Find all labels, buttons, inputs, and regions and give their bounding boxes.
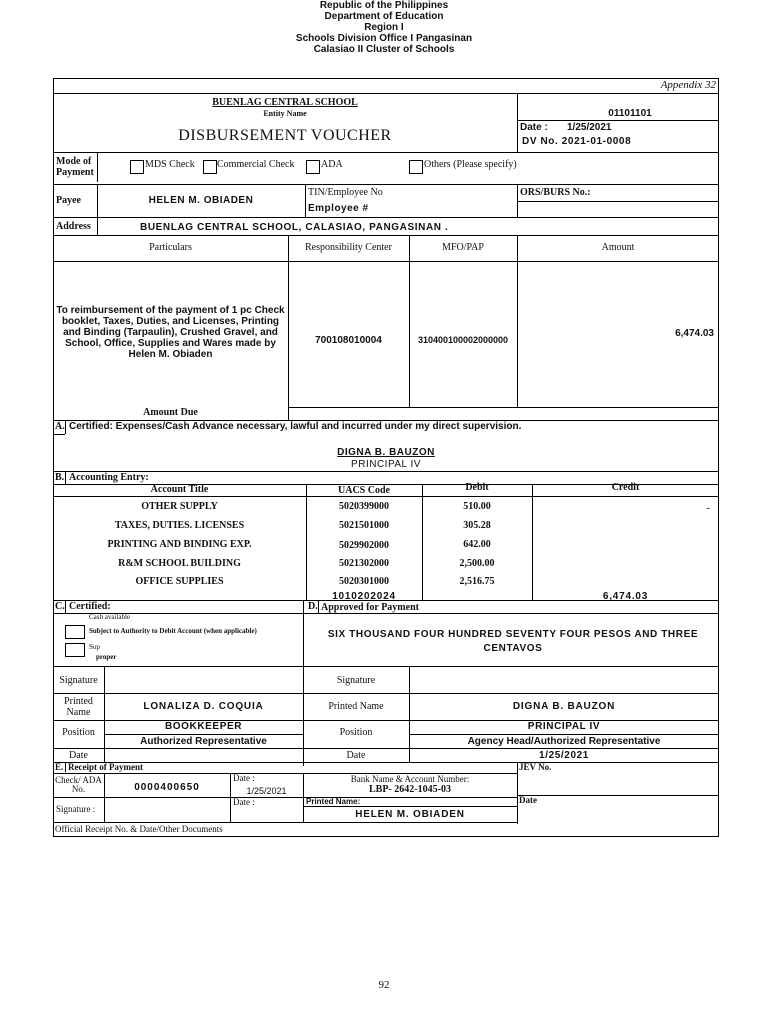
printed-name-label-left: Printed Name bbox=[64, 696, 93, 718]
receipt-date2-label: Date : bbox=[233, 797, 255, 807]
approver-role: Agency Head/Authorized Representative bbox=[467, 736, 661, 747]
approver-name: DIGNA B. BAUZON bbox=[512, 701, 616, 712]
header-line-1: Republic of the Philippines bbox=[319, 0, 449, 11]
responsibility-center: 700108010004 bbox=[315, 335, 382, 346]
voucher-title: DISBURSEMENT VOUCHER bbox=[178, 127, 392, 144]
debit-header: Debit bbox=[465, 482, 489, 493]
uacs-header: UACS Code bbox=[338, 485, 390, 496]
table-row-code: 5021302000 bbox=[339, 558, 389, 569]
cash-available-label: Cash available bbox=[89, 613, 131, 621]
cash-account-code: 1010202024 bbox=[332, 591, 396, 602]
fund-cluster: 01101101 bbox=[608, 108, 652, 119]
table-row-title: TAXES, DUTIES. LICENSES bbox=[114, 520, 245, 531]
address-value: BUENLAG CENTRAL SCHOOL, CALASIAO, PANGASINAN . bbox=[140, 222, 449, 233]
bookkeeper-position: BOOKKEEPER bbox=[164, 721, 243, 732]
section-e-letter: E. bbox=[55, 762, 64, 772]
bookkeeper-name: LONALIZA D. COQUIA bbox=[143, 701, 264, 712]
table-row-code: 5020399000 bbox=[339, 501, 389, 512]
position-label-right: Position bbox=[339, 727, 373, 738]
document-header bbox=[0, 0, 768, 55]
tin-label: TIN/Employee No bbox=[308, 187, 383, 198]
page-number: 92 bbox=[378, 979, 390, 991]
payee-label: Payee bbox=[56, 195, 81, 206]
check-ada-label: Check/ ADA No. bbox=[55, 776, 102, 794]
supporting-docs-box[interactable] bbox=[65, 643, 85, 657]
section-c-letter: C. bbox=[55, 601, 65, 612]
dv-number: DV No. 2021-01-0008 bbox=[522, 136, 632, 147]
table-row-title: PRINTING AND BINDING EXP. bbox=[107, 539, 252, 550]
signature-label-right: Signature bbox=[336, 675, 376, 686]
signature-label-left: Signature bbox=[59, 675, 98, 686]
table-row-title: OTHER SUPPLY bbox=[141, 501, 218, 512]
credit-dash: - bbox=[706, 502, 710, 514]
proper-label: proper bbox=[96, 653, 117, 661]
amount-due-label: Amount Due bbox=[143, 407, 198, 418]
receipt-printed-name: HELEN M. OBIADEN bbox=[355, 809, 465, 820]
header-line-5: Calasiao II Cluster of Schools bbox=[313, 44, 455, 55]
position-label-left: Position bbox=[62, 727, 95, 738]
ada-check-box[interactable] bbox=[306, 160, 320, 174]
date-label: Date : bbox=[520, 122, 548, 133]
table-row-title: R&M SCHOOL BUILDING bbox=[118, 558, 241, 569]
cash-credit-amount: 6,474.03 bbox=[602, 591, 649, 602]
receipt-signature-label: Signature : bbox=[56, 804, 96, 814]
mfo-header: MFO/PAP bbox=[442, 242, 484, 253]
commercial-check-label: Commercial Check bbox=[217, 159, 295, 170]
table-row-code: 5021501000 bbox=[339, 520, 389, 531]
printed-name-label-right: Printed Name bbox=[328, 701, 384, 712]
check-number: 0000400650 bbox=[134, 782, 200, 793]
receipt-date: 1/25/2021 bbox=[246, 786, 287, 796]
account-title-header: Account Title bbox=[150, 484, 209, 495]
supporting-label: Sup bbox=[89, 643, 100, 651]
mfo-pap: 310400100002000000 bbox=[417, 335, 509, 345]
section-b-label: Accounting Entry: bbox=[69, 472, 149, 483]
amount-value: 6,474.03 bbox=[675, 328, 714, 339]
voucher-date: 1/25/2021 bbox=[567, 122, 612, 133]
appendix-label: Appendix 32 bbox=[660, 79, 716, 91]
jev-date-label: Date bbox=[519, 795, 537, 805]
table-row-title: OFFICE SUPPLIES bbox=[135, 576, 224, 587]
table-row-debit: 305.28 bbox=[463, 520, 491, 531]
bank-account: LBP- 2642-1045-03 bbox=[369, 784, 451, 795]
others-label: Others (Please specify) bbox=[424, 159, 517, 170]
employee-number: Employee # bbox=[308, 203, 369, 214]
section-e-label: Receipt of Payment bbox=[68, 762, 143, 772]
cash-available-box[interactable] bbox=[65, 625, 85, 639]
receipt-printed-label: Printed Name: bbox=[306, 797, 361, 806]
header-line-4: Schools Division Office I Pangasinan bbox=[295, 33, 473, 44]
commercial-check-box[interactable] bbox=[203, 160, 217, 174]
section-a-text: Certified: Expenses/Cash Advance necessary, lawful and incurred under my direct supervision. bbox=[69, 421, 522, 432]
section-a-position: PRINCIPAL IV bbox=[351, 459, 421, 470]
header-line-3: Region I bbox=[364, 22, 404, 33]
payee-name: HELEN M. OBIADEN bbox=[148, 195, 254, 206]
bank-label: Bank Name & Account Number: bbox=[350, 774, 470, 784]
amount-in-words: SIX THOUSAND FOUR HUNDRED SEVENTY FOUR PESOS AND THREE CENTAVOS bbox=[327, 629, 699, 654]
credit-header: Credit bbox=[611, 482, 640, 493]
table-row-debit: 2,500.00 bbox=[459, 558, 495, 569]
subject-authority-label: Subject to Authority to Debit Account (when applicable) bbox=[89, 627, 257, 635]
jev-label: JEV No. bbox=[519, 762, 552, 772]
section-c-label: Certified: bbox=[69, 601, 111, 612]
ors-label: ORS/BURS No.: bbox=[520, 187, 591, 198]
approval-date: 1/25/2021 bbox=[539, 750, 589, 761]
section-a-letter: A. bbox=[55, 421, 65, 432]
section-a-signatory: DIGNA B. BAUZON bbox=[337, 447, 435, 458]
entity-name: BUENLAG CENTRAL SCHOOL bbox=[212, 97, 358, 108]
entity-name-label: Entity Name bbox=[263, 109, 307, 118]
mds-check-label: MDS Check bbox=[145, 159, 195, 170]
section-d-label: Approved for Payment bbox=[321, 602, 419, 613]
bookkeeper-role: Authorized Representative bbox=[140, 736, 267, 747]
table-row-debit: 642.00 bbox=[463, 539, 491, 550]
others-check-box[interactable] bbox=[409, 160, 423, 174]
mds-check-box[interactable] bbox=[130, 160, 144, 174]
particulars-text: To reimbursement of the payment of 1 pc Check booklet, Taxes, Duties, and Licenses, Printing and Binding (Tarpaulin), Crushed Gravel, and School, Office, Supplies and Wares made by Helen M. Obiaden bbox=[56, 305, 285, 360]
date-label-right: Date bbox=[346, 750, 366, 761]
header-line-2: Department of Education bbox=[324, 11, 444, 22]
receipt-date-label: Date : bbox=[233, 773, 255, 783]
address-label: Address bbox=[56, 221, 91, 232]
official-receipt-label: Official Receipt No. & Date/Other Documents bbox=[55, 824, 223, 834]
resp-center-header: Responsibility Center bbox=[305, 242, 392, 253]
section-d-letter: D. bbox=[308, 601, 318, 612]
approver-position: PRINCIPAL IV bbox=[527, 721, 601, 732]
table-row-debit: 2,516.75 bbox=[459, 576, 495, 587]
table-row-code: 5020301000 bbox=[339, 576, 389, 587]
particulars-header: Particulars bbox=[149, 242, 192, 253]
table-row-debit: 510.00 bbox=[463, 501, 491, 512]
table-row-code: 5029902000 bbox=[339, 540, 389, 551]
date-label-left: Date bbox=[69, 750, 88, 761]
mode-label: Mode of Payment bbox=[56, 156, 94, 178]
amount-header: Amount bbox=[601, 242, 635, 253]
ada-label: ADA bbox=[321, 159, 343, 170]
section-b-letter: B. bbox=[55, 472, 65, 483]
